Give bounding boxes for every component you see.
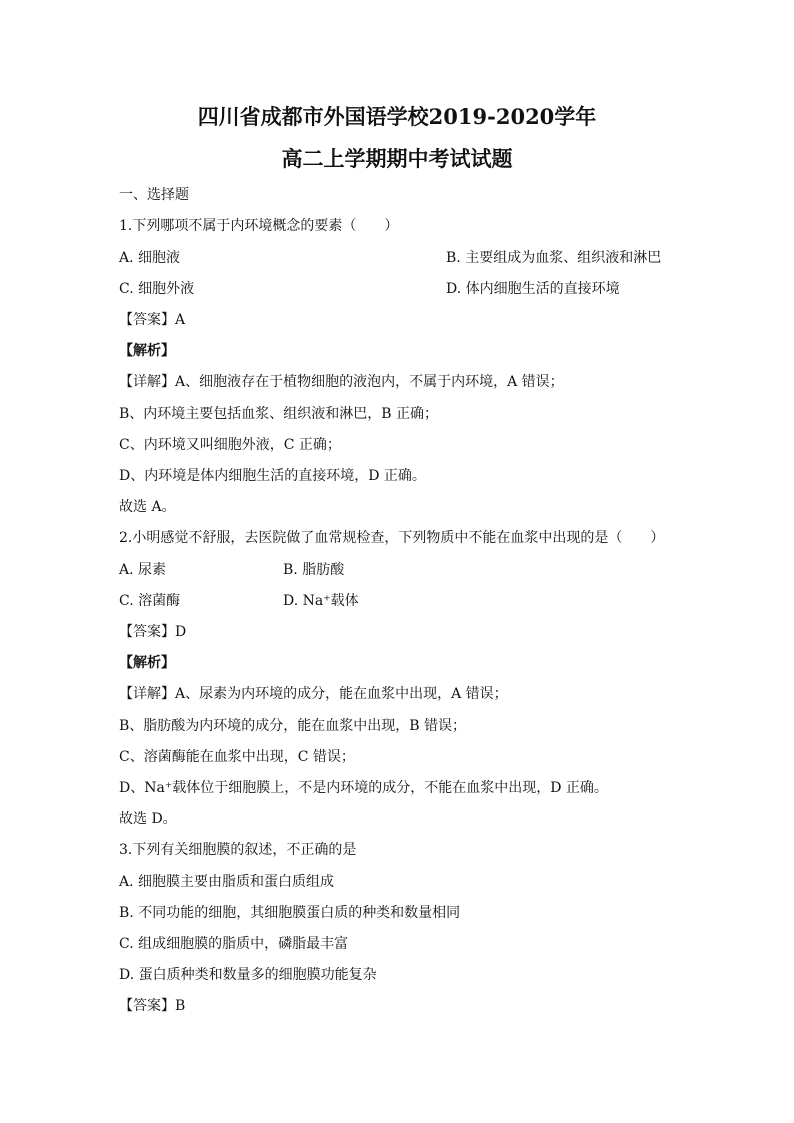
q1-answer: 【答案】A — [119, 312, 186, 328]
q2-option-b: B. 脂肪酸 — [283, 562, 345, 578]
q3-answer: 【答案】B — [119, 998, 186, 1014]
q3-stem: 3.下列有关细胞膜的叙述，不正确的是 — [119, 842, 357, 858]
q2-option-c: C. 溶菌酶 — [119, 593, 181, 609]
q1-analysis-label: 【解析】 — [119, 343, 175, 359]
q2-analysis-label: 【解析】 — [119, 655, 175, 671]
q1-option-b: B. 主要组成为血浆、组织液和淋巴 — [446, 250, 662, 266]
q1-detail-line: 【详解】A、细胞液存在于植物细胞的液泡内，不属于内环境，A 错误； — [119, 374, 564, 390]
q3-option-c: C. 组成细胞膜的脂质中，磷脂最丰富 — [119, 936, 349, 952]
q2-option-a: A. 尿素 — [119, 562, 167, 578]
q1-stem: 1.下列哪项不属于内环境概念的要素（ ） — [119, 218, 399, 234]
q2-detail-line: 【详解】A、尿素为内环境的成分，能在血浆中出现，A 错误； — [119, 686, 508, 702]
q2-conclusion: 故选 D。 — [119, 811, 177, 827]
q2-detail-line: D、Na⁺载体位于细胞膜上，不是内环境的成分，不能在血浆中出现，D 正确。 — [119, 780, 608, 796]
q3-option-d: D. 蛋白质种类和数量多的细胞膜功能复杂 — [119, 967, 377, 983]
q1-detail-line: D、内环境是体内细胞生活的直接环境，D 正确。 — [119, 468, 426, 484]
q2-detail-line: C、溶菌酶能在血浆中出现，C 错误； — [119, 749, 355, 765]
section-heading: 一、选择题 — [119, 187, 189, 203]
q1-detail-line: C、内环境又叫细胞外液，C 正确； — [119, 437, 341, 453]
q2-stem: 2.小明感觉不舒服，去医院做了血常规检查，下列物质中不能在血浆中出现的是（ ） — [119, 530, 665, 546]
document-title-line2: 高二上学期期中考试试题 — [281, 146, 513, 171]
document-title-line1: 四川省成都市外国语学校2019-2020学年 — [197, 104, 597, 129]
q1-option-d: D. 体内细胞生活的直接环境 — [446, 281, 620, 297]
q3-option-a: A. 细胞膜主要由脂质和蛋白质组成 — [119, 874, 335, 890]
q2-detail-line: B、脂肪酸为内环境的成分，能在血浆中出现，B 错误； — [119, 718, 467, 734]
q2-answer: 【答案】D — [119, 624, 187, 640]
q2-option-d: D. Na⁺载体 — [283, 593, 359, 609]
q3-option-b: B. 不同功能的细胞，其细胞膜蛋白质的种类和数量相同 — [119, 905, 461, 921]
q1-detail-line: B、内环境主要包括血浆、组织液和淋巴，B 正确； — [119, 406, 439, 422]
q1-option-a: A. 细胞液 — [119, 250, 181, 266]
q1-option-c: C. 细胞外液 — [119, 281, 195, 297]
q1-conclusion: 故选 A。 — [119, 499, 176, 515]
